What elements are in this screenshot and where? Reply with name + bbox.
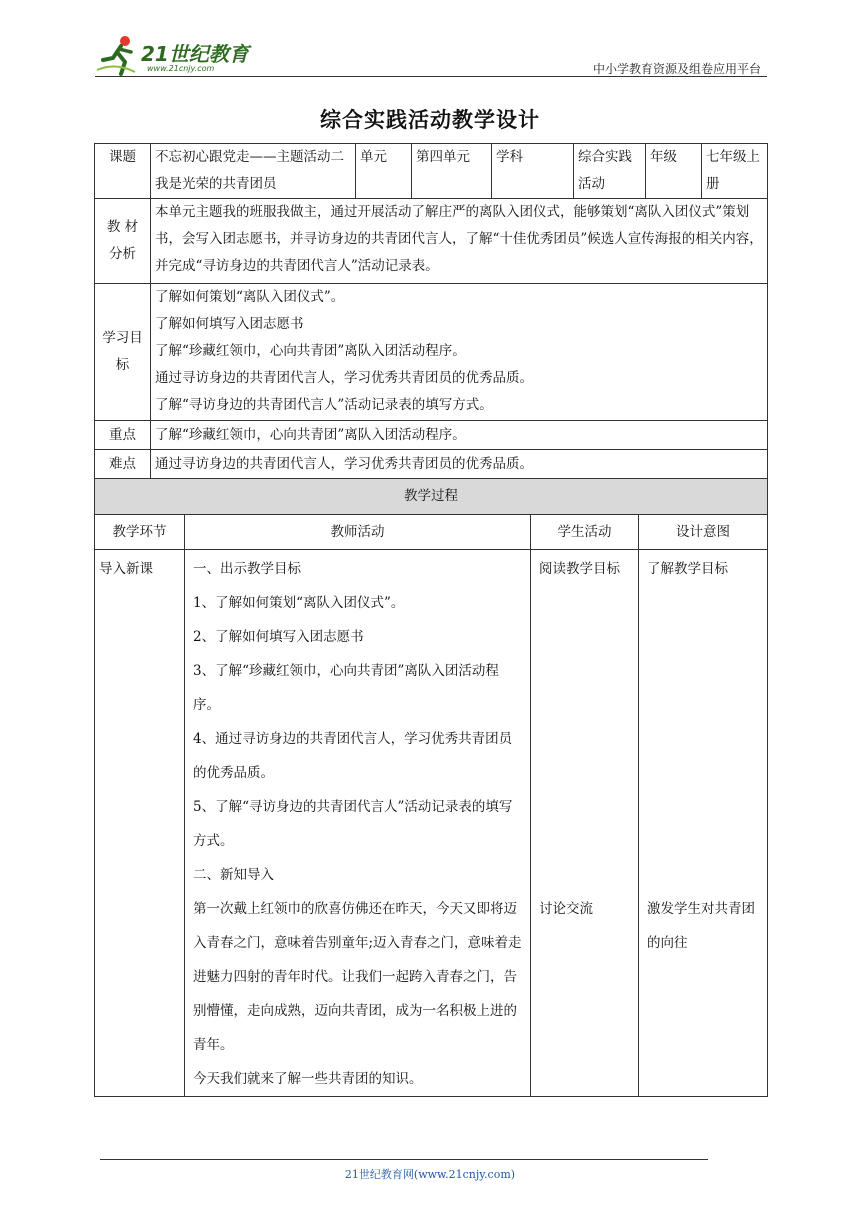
process-heading: 教学过程: [95, 479, 768, 515]
goal-item: 了解如何策划“离队入团仪式”。: [155, 289, 345, 305]
footer-link[interactable]: 21世纪教育网(www.21cnjy.com): [344, 1168, 516, 1181]
teacher-step: 1、了解如何策划“离队入团仪式”。: [193, 595, 405, 611]
student-activity-cell: [531, 550, 639, 1097]
stage-name: 导入新课: [99, 561, 153, 577]
unit-label: 单元: [356, 144, 412, 199]
teaching-process-table: [94, 478, 768, 1097]
subject-value: 综合实践活动: [574, 144, 646, 199]
page-title: 综合实践活动教学设计: [320, 107, 540, 132]
teacher-step: 2、了解如何填写入团志愿书: [193, 629, 364, 645]
goal-item: 通过寻访身边的共青团代言人，学习优秀共青团员的优秀品质。: [155, 370, 533, 386]
grade-label: 年级: [646, 144, 702, 199]
subject-label: 学科: [492, 144, 574, 199]
teacher-step: 第一次戴上红领巾的欣喜仿佛还在昨天，今天又即将迈入青春之门，意味着告别童年;迈入青春之门，意味着走进魅力四射的青年时代。让我们一起跨入青春之门，告别懵懂，走向成熟，迈向共青团，成为一名积极上进的青年。: [193, 901, 522, 1053]
goal-item: 了解“寻访身边的共青团代言人”活动记录表的填写方式。: [155, 397, 493, 413]
page-header: [95, 32, 767, 78]
teacher-step: 4、通过寻访身边的共青团代言人，学习优秀共青团员的优秀品质。: [193, 731, 513, 781]
goal-item: 了解如何填写入团志愿书: [155, 316, 304, 332]
goal-item: 了解“珍藏红领巾，心向共青团”离队入团活动程序。: [155, 343, 466, 359]
runner-logo-icon: [95, 32, 141, 78]
design-intent: 了解教学目标: [647, 561, 728, 577]
difficulty-text: 通过寻访身边的共青团代言人，学习优秀共青团员的优秀品质。: [151, 450, 768, 479]
unit-value: 第四单元: [412, 144, 492, 199]
teacher-step: 二、新知导入: [193, 867, 274, 883]
analysis-label: 教 材 分析: [95, 199, 151, 284]
goals-label: 学习目标: [95, 284, 151, 421]
logo: [95, 32, 265, 78]
teacher-step: 今天我们就来了解一些共青团的知识。: [193, 1071, 423, 1087]
student-activity: 讨论交流: [539, 901, 593, 917]
difficulty-label: 难点: [95, 450, 151, 479]
logo-url: www.21cnjy.com: [147, 64, 215, 73]
goals-list: [151, 284, 768, 421]
header-divider: [95, 76, 767, 77]
analysis-text: 本单元主题我的班服我做主，通过开展活动了解庄严的离队入团仪式，能够策划“离队入团仪式”策划书，会写入团志愿书，并寻访身边的共青团代言人，了解“十佳优秀团员”候选人宣传海报的相关内容，并完成“寻访身边的共青团代言人”活动记录表。: [151, 199, 768, 284]
column-header-intent: 设计意图: [639, 515, 768, 550]
teacher-step: 5、了解“寻访身边的共青团代言人”活动记录表的填写方式。: [193, 799, 513, 849]
platform-name: 中小学教育资源及组卷应用平台: [592, 62, 761, 76]
course-value: 不忘初心跟党走——主题活动二 我是光荣的共青团员: [151, 144, 356, 199]
teacher-activity-cell: [185, 550, 531, 1097]
column-header-stage: 教学环节: [95, 515, 185, 550]
teacher-step: 3、了解“珍藏红领巾，心向共青团”离队入团活动程序。: [193, 663, 499, 713]
logo-text: 21世纪教育: [141, 42, 249, 66]
footer-divider: [100, 1159, 708, 1160]
student-activity: 阅读教学目标: [539, 561, 620, 577]
course-info-table: [94, 143, 768, 479]
design-intent-cell: [639, 550, 768, 1097]
key-text: 了解“珍藏红领巾，心向共青团”离队入团活动程序。: [151, 421, 768, 450]
column-header-student: 学生活动: [531, 515, 639, 550]
design-intent: 激发学生对共青团的向往: [647, 901, 755, 951]
teacher-step: 一、出示教学目标: [193, 561, 301, 577]
course-label: 课题: [95, 144, 151, 199]
key-label: 重点: [95, 421, 151, 450]
column-header-teacher: 教师活动: [185, 515, 531, 550]
stage-cell: [95, 550, 185, 1097]
grade-value: 七年级上册: [702, 144, 768, 199]
